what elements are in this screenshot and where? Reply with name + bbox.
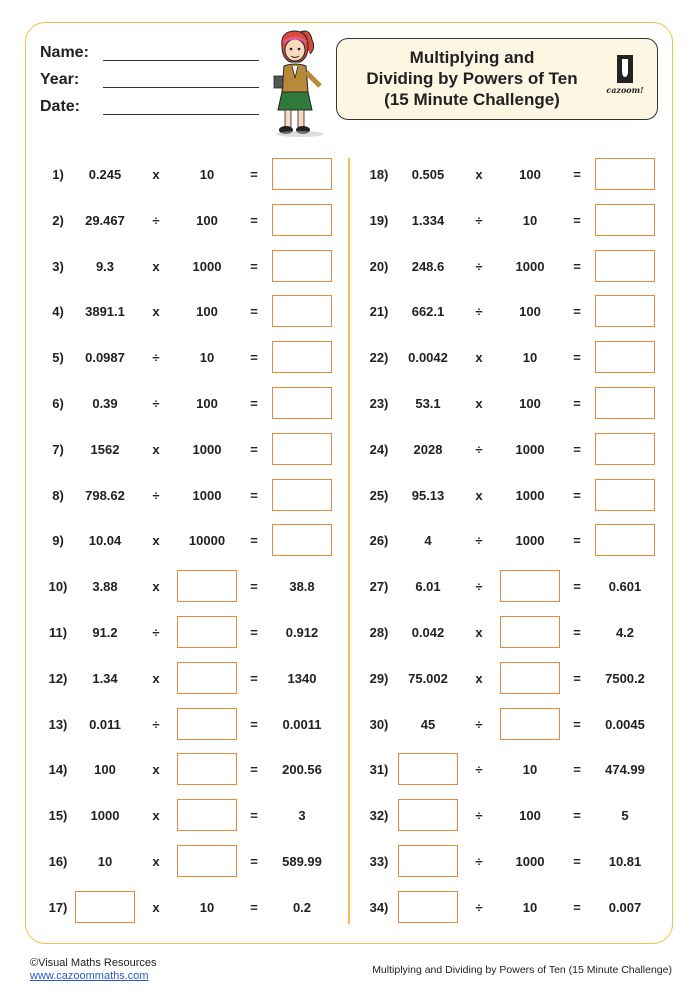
equals-sign: = [250,625,258,640]
equals-sign: = [573,259,581,274]
result: 0.0011 [282,717,322,732]
operator: x [152,854,160,869]
equals-sign: = [573,304,581,319]
question-number: 30) [369,717,389,732]
equals-sign: = [573,213,581,228]
operator: ÷ [152,396,160,411]
operand: 10 [199,900,215,915]
answer-box[interactable] [595,341,655,373]
year-label: Year: [40,71,80,88]
operand: 100 [196,213,218,228]
answer-box[interactable] [595,479,655,511]
operand: 29.467 [85,213,125,228]
result: 0.007 [608,900,642,915]
question-number: 2) [52,213,64,228]
operator: ÷ [152,213,160,228]
operand: 4 [424,533,432,548]
question-number: 9) [52,533,64,548]
operand: 1000 [90,808,120,823]
operand: 0.011 [89,717,121,732]
question-row [0,891,700,925]
operand: 10 [522,350,538,365]
answer-box[interactable] [398,753,458,785]
question-number: 29) [369,671,389,686]
name-label: Name: [40,44,89,61]
question-number: 10) [48,579,68,594]
equals-sign: = [250,259,258,274]
question-row [0,341,700,375]
equals-sign: = [573,671,581,686]
operand: 100 [519,167,541,182]
equals-sign: = [250,167,258,182]
operand: 0.245 [88,167,122,182]
operator: ÷ [475,304,483,319]
logo-text: cazoom! [606,85,644,95]
operand: 1.334 [411,213,445,228]
question-number: 5) [52,350,64,365]
equals-sign: = [250,717,258,732]
operator: ÷ [152,488,160,503]
operator: ÷ [475,717,483,732]
copyright-text: ©Visual Maths Resources [30,957,157,969]
operator: ÷ [475,762,483,777]
operand: 1000 [192,488,222,503]
date-field[interactable] [40,98,270,125]
operator: ÷ [475,442,483,457]
operand: 662.1 [411,304,445,319]
result: 4.2 [615,625,635,640]
equals-sign: = [250,396,258,411]
date-line[interactable] [103,114,259,115]
worksheet-title-box [336,38,658,120]
equals-sign: = [573,442,581,457]
question-number: 4) [52,304,64,319]
operator: ÷ [475,533,483,548]
equals-sign: = [250,762,258,777]
operand: 1000 [515,533,545,548]
cazoom-logo-icon [617,55,633,83]
cazoom-logo [605,55,645,101]
question-row [0,387,700,421]
operand: 0.042 [411,625,445,640]
date-label: Date: [40,98,81,115]
equals-sign: = [250,350,258,365]
operator: x [152,442,160,457]
question-number: 31) [369,762,389,777]
equals-sign: = [573,808,581,823]
operand: 9.3 [95,259,115,274]
question-row [0,662,700,696]
question-row [0,433,700,467]
title-line-1: Multiplying and [409,48,535,67]
question-number: 7) [52,442,64,457]
question-number: 13) [48,717,68,732]
equals-sign: = [250,488,258,503]
question-row [0,295,700,329]
operator: x [152,900,160,915]
name-line[interactable] [103,60,259,61]
question-number: 8) [52,488,64,503]
worksheet-title [337,47,607,110]
equals-sign: = [250,854,258,869]
operand: 1000 [515,442,545,457]
result: 38.8 [289,579,315,594]
answer-box[interactable] [595,387,655,419]
girl-mascot-icon [270,26,326,138]
operand: 45 [420,717,436,732]
operand: 100 [94,762,116,777]
operator: ÷ [475,854,483,869]
result: 1340 [287,671,317,686]
operand: 0.505 [411,167,445,182]
question-number: 27) [369,579,389,594]
operand: 1000 [192,259,222,274]
question-row [0,570,700,604]
result: 200.56 [282,762,322,777]
operand: 1000 [515,488,545,503]
operator: x [152,579,160,594]
operand: 248.6 [411,259,445,274]
operand: 10 [522,762,538,777]
operand: 100 [196,396,218,411]
operand: 1562 [90,442,120,457]
result: 474.99 [605,762,645,777]
operand: 91.2 [92,625,118,640]
equals-sign: = [573,900,581,915]
operand: 0.39 [92,396,118,411]
operand: 3.88 [92,579,118,594]
operator: x [152,259,160,274]
operator: x [475,167,483,182]
operand: 3891.1 [85,304,125,319]
equals-sign: = [573,396,581,411]
equals-sign: = [573,350,581,365]
answer-box[interactable] [595,250,655,282]
title-line-3: (15 Minute Challenge) [384,90,560,109]
equals-sign: = [573,488,581,503]
operand: 2028 [413,442,443,457]
year-line[interactable] [103,87,259,88]
answer-box[interactable] [595,295,655,327]
question-row [0,616,700,650]
operator: ÷ [475,808,483,823]
operand: 10 [199,167,215,182]
question-number: 18) [369,167,389,182]
footer-title: Multiplying and Dividing by Powers of Ten (15 Minute Challenge) [372,964,672,976]
answer-box[interactable] [398,799,458,831]
operand: 100 [519,808,541,823]
question-number: 6) [52,396,64,411]
answer-box[interactable] [595,204,655,236]
result: 3 [298,808,306,823]
operator: ÷ [475,579,483,594]
equals-sign: = [573,717,581,732]
answer-box[interactable] [595,524,655,556]
question-row [0,845,700,879]
equals-sign: = [573,533,581,548]
operator: ÷ [475,900,483,915]
footer-credits [30,957,157,983]
operator: x [475,396,483,411]
operand: 10 [522,900,538,915]
operand: 10000 [188,533,226,548]
question-number: 34) [369,900,389,915]
question-number: 12) [48,671,68,686]
operand: 10 [199,350,215,365]
equals-sign: = [573,854,581,869]
operand: 1000 [192,442,222,457]
question-row [0,479,700,513]
result: 0.601 [608,579,642,594]
operand: 1000 [515,259,545,274]
equals-sign: = [250,900,258,915]
question-number: 32) [369,808,389,823]
question-row [0,753,700,787]
result: 0.912 [285,625,319,640]
question-number: 28) [369,625,389,640]
question-number: 21) [369,304,389,319]
operator: x [152,671,160,686]
result: 0.0045 [605,717,645,732]
question-number: 33) [369,854,389,869]
question-row [0,250,700,284]
equals-sign: = [573,625,581,640]
operator: ÷ [152,717,160,732]
operator: ÷ [152,350,160,365]
result: 10.81 [608,854,642,869]
operand: 1.34 [92,671,118,686]
operator: ÷ [475,213,483,228]
operator: x [475,625,483,640]
year-field[interactable] [40,71,270,98]
operand: 100 [519,304,541,319]
question-number: 23) [369,396,389,411]
operand: 0.0987 [85,350,125,365]
operand: 10.04 [88,533,122,548]
operator: x [152,304,160,319]
question-number: 25) [369,488,389,503]
answer-box[interactable] [595,433,655,465]
equals-sign: = [573,762,581,777]
operator: x [475,488,483,503]
equals-sign: = [250,808,258,823]
operand: 798.62 [85,488,125,503]
operator: x [152,808,160,823]
answer-box[interactable] [595,158,655,190]
operand: 100 [519,396,541,411]
result: 589.99 [282,854,322,869]
result: 5 [621,808,629,823]
operand: 10 [522,213,538,228]
question-row [0,524,700,558]
question-number: 15) [48,808,68,823]
question-number: 1) [52,167,64,182]
equals-sign: = [250,671,258,686]
operand: 10 [97,854,113,869]
question-row [0,708,700,742]
equals-sign: = [250,579,258,594]
result: 7500.2 [605,671,645,686]
answer-box[interactable] [500,662,560,694]
name-field[interactable] [40,44,270,71]
answer-box[interactable] [500,570,560,602]
question-number: 14) [48,762,68,777]
operator: x [475,350,483,365]
equals-sign: = [250,213,258,228]
question-row [0,158,700,192]
operand: 1000 [515,854,545,869]
operator: x [152,533,160,548]
question-row [0,204,700,238]
question-number: 11) [48,625,68,640]
question-number: 26) [369,533,389,548]
answer-box[interactable] [398,891,458,923]
result: 0.2 [292,900,312,915]
operator: x [152,167,160,182]
operator: x [475,671,483,686]
operand: 0.0042 [408,350,448,365]
student-info [40,44,270,125]
question-number: 3) [52,259,64,274]
operator: x [152,762,160,777]
question-number: 16) [48,854,68,869]
operand: 95.13 [411,488,445,503]
operand: 100 [196,304,218,319]
website-link[interactable]: www.cazoommaths.com [30,970,149,982]
question-number: 22) [369,350,389,365]
answer-box[interactable] [500,708,560,740]
answer-box[interactable] [500,616,560,648]
question-number: 19) [369,213,389,228]
question-number: 20) [369,259,389,274]
question-number: 24) [369,442,389,457]
title-line-2: Dividing by Powers of Ten [366,69,578,88]
equals-sign: = [573,167,581,182]
answer-box[interactable] [398,845,458,877]
operand: 6.01 [415,579,441,594]
equals-sign: = [250,533,258,548]
operand: 75.002 [408,671,448,686]
operator: ÷ [152,625,160,640]
equals-sign: = [250,442,258,457]
equals-sign: = [250,304,258,319]
question-row [0,799,700,833]
question-number: 17) [48,900,68,915]
equals-sign: = [573,579,581,594]
operator: ÷ [475,259,483,274]
operand: 53.1 [415,396,441,411]
